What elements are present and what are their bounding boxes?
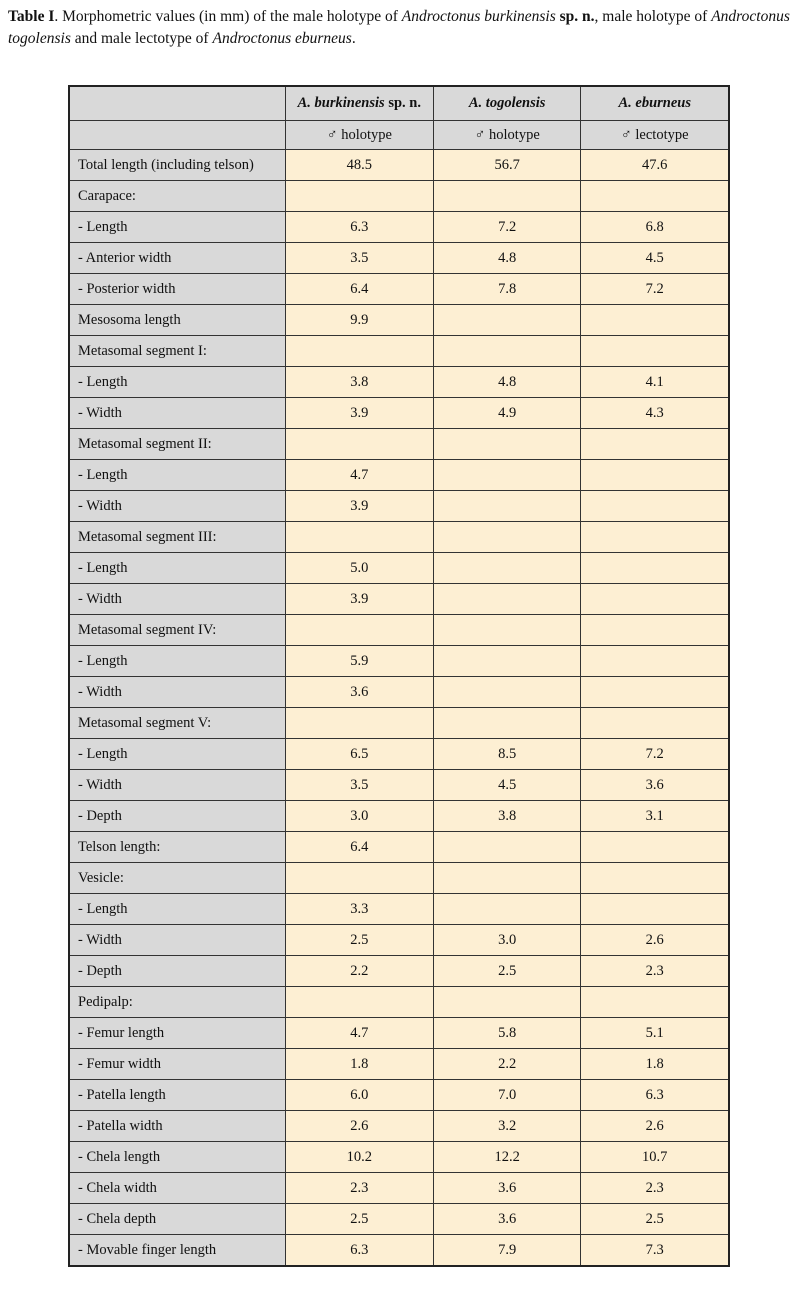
row-label: - Patella length <box>69 1080 285 1111</box>
table-row <box>69 1018 729 1049</box>
value-cell <box>433 336 581 367</box>
table-row <box>69 584 729 615</box>
value-cell <box>433 491 581 522</box>
caption-text-1: . Morphometric values (in mm) of the male holotype of <box>54 8 402 25</box>
value-cell <box>433 553 581 584</box>
row-label: - Femur width <box>69 1049 285 1080</box>
row-label: - Chela length <box>69 1142 285 1173</box>
morphometric-table <box>68 85 730 1267</box>
value-cell: 3.6 <box>433 1173 581 1204</box>
value-cell: 48.5 <box>285 150 433 181</box>
header-species-burkinensis: A. burkinensis sp. n. <box>285 86 433 121</box>
value-cell <box>285 336 433 367</box>
value-cell <box>581 181 729 212</box>
value-cell: 4.8 <box>433 367 581 398</box>
value-cell <box>581 305 729 336</box>
row-label: - Femur length <box>69 1018 285 1049</box>
value-cell: 5.0 <box>285 553 433 584</box>
value-cell <box>285 987 433 1018</box>
value-cell <box>433 615 581 646</box>
value-cell: 4.9 <box>433 398 581 429</box>
value-cell: 6.8 <box>581 212 729 243</box>
table-row <box>69 832 729 863</box>
value-cell <box>581 584 729 615</box>
value-cell <box>285 522 433 553</box>
table-row <box>69 1142 729 1173</box>
value-cell <box>433 429 581 460</box>
value-cell: 2.5 <box>285 925 433 956</box>
value-cell: 2.5 <box>433 956 581 987</box>
value-cell: 3.9 <box>285 398 433 429</box>
value-cell: 7.9 <box>433 1235 581 1267</box>
value-cell <box>433 987 581 1018</box>
value-cell: 3.6 <box>581 770 729 801</box>
value-cell: 2.5 <box>285 1204 433 1235</box>
table-row <box>69 398 729 429</box>
value-cell: 5.9 <box>285 646 433 677</box>
row-label: - Patella width <box>69 1111 285 1142</box>
table-row <box>69 243 729 274</box>
table-row <box>69 1235 729 1267</box>
table-row <box>69 708 729 739</box>
row-label: - Anterior width <box>69 243 285 274</box>
value-cell: 4.8 <box>433 243 581 274</box>
value-cell <box>581 646 729 677</box>
value-cell: 10.2 <box>285 1142 433 1173</box>
row-label: Telson length: <box>69 832 285 863</box>
value-cell <box>581 708 729 739</box>
table-row <box>69 925 729 956</box>
table-row <box>69 305 729 336</box>
value-cell: 2.3 <box>285 1173 433 1204</box>
value-cell: 2.2 <box>285 956 433 987</box>
value-cell: 6.3 <box>285 1235 433 1267</box>
value-cell: 3.6 <box>433 1204 581 1235</box>
value-cell <box>433 305 581 336</box>
value-cell: 6.4 <box>285 274 433 305</box>
value-cell <box>433 832 581 863</box>
table-row <box>69 367 729 398</box>
value-cell: 4.5 <box>581 243 729 274</box>
table-row <box>69 770 729 801</box>
header-species-eburneus: A. eburneus <box>581 86 729 121</box>
value-cell <box>581 677 729 708</box>
table-row <box>69 1204 729 1235</box>
value-cell: 8.5 <box>433 739 581 770</box>
value-cell <box>581 491 729 522</box>
value-cell: 4.3 <box>581 398 729 429</box>
header-type-togolensis: ♂ holotype <box>433 121 581 150</box>
value-cell: 1.8 <box>581 1049 729 1080</box>
header-type-eburneus: ♂ lectotype <box>581 121 729 150</box>
value-cell: 1.8 <box>285 1049 433 1080</box>
value-cell: 6.3 <box>581 1080 729 1111</box>
row-label: - Width <box>69 677 285 708</box>
value-cell <box>581 863 729 894</box>
value-cell <box>433 460 581 491</box>
row-label: - Width <box>69 770 285 801</box>
value-cell <box>433 646 581 677</box>
row-label: Metasomal segment III: <box>69 522 285 553</box>
value-cell: 6.3 <box>285 212 433 243</box>
row-label: - Length <box>69 212 285 243</box>
header-row-species <box>69 86 729 121</box>
value-cell <box>581 460 729 491</box>
value-cell <box>581 987 729 1018</box>
value-cell: 2.3 <box>581 1173 729 1204</box>
header-corner-cell-2 <box>69 121 285 150</box>
table-row <box>69 212 729 243</box>
value-cell: 3.5 <box>285 770 433 801</box>
table-row <box>69 553 729 584</box>
table-row <box>69 181 729 212</box>
value-cell <box>433 584 581 615</box>
value-cell <box>285 429 433 460</box>
row-label: - Length <box>69 367 285 398</box>
header-type-burkinensis: ♂ holotype <box>285 121 433 150</box>
row-label: - Length <box>69 739 285 770</box>
row-label: - Length <box>69 553 285 584</box>
table-row <box>69 863 729 894</box>
value-cell: 3.0 <box>433 925 581 956</box>
value-cell <box>285 863 433 894</box>
table-row <box>69 1111 729 1142</box>
value-cell <box>581 615 729 646</box>
row-label: - Length <box>69 460 285 491</box>
value-cell: 5.8 <box>433 1018 581 1049</box>
table-row <box>69 677 729 708</box>
row-label: Pedipalp: <box>69 987 285 1018</box>
row-label: Metasomal segment IV: <box>69 615 285 646</box>
value-cell: 12.2 <box>433 1142 581 1173</box>
caption-species-2: Androctonus togolensis <box>8 8 790 47</box>
value-cell <box>433 181 581 212</box>
row-label: - Posterior width <box>69 274 285 305</box>
caption-sp-n: sp. n. <box>559 8 595 25</box>
table-row <box>69 739 729 770</box>
row-label: - Width <box>69 584 285 615</box>
value-cell <box>581 553 729 584</box>
caption-text-3: and male lectotype of <box>70 30 213 47</box>
table-row <box>69 336 729 367</box>
value-cell: 7.3 <box>581 1235 729 1267</box>
value-cell: 2.6 <box>581 925 729 956</box>
caption-text-2: , male holotype of <box>594 8 712 25</box>
row-label: - Chela width <box>69 1173 285 1204</box>
row-label: - Depth <box>69 956 285 987</box>
value-cell: 7.2 <box>581 274 729 305</box>
caption-species-1: Androctonus burkinensis <box>401 8 556 25</box>
value-cell <box>433 894 581 925</box>
table-row <box>69 150 729 181</box>
value-cell: 2.5 <box>581 1204 729 1235</box>
table-row <box>69 1049 729 1080</box>
value-cell: 3.9 <box>285 584 433 615</box>
value-cell: 9.9 <box>285 305 433 336</box>
row-label: - Depth <box>69 801 285 832</box>
row-label: Metasomal segment V: <box>69 708 285 739</box>
table-caption <box>8 6 803 50</box>
value-cell: 5.1 <box>581 1018 729 1049</box>
value-cell <box>581 336 729 367</box>
row-label: Metasomal segment II: <box>69 429 285 460</box>
table-row <box>69 1080 729 1111</box>
value-cell: 4.5 <box>433 770 581 801</box>
value-cell <box>581 894 729 925</box>
value-cell: 3.8 <box>285 367 433 398</box>
table-row <box>69 491 729 522</box>
table-row <box>69 460 729 491</box>
row-label: - Width <box>69 925 285 956</box>
table-row <box>69 956 729 987</box>
value-cell <box>581 832 729 863</box>
value-cell: 6.0 <box>285 1080 433 1111</box>
table-row <box>69 522 729 553</box>
value-cell: 3.9 <box>285 491 433 522</box>
row-label: Total length (including telson) <box>69 150 285 181</box>
row-label: - Length <box>69 894 285 925</box>
value-cell <box>581 429 729 460</box>
value-cell: 4.7 <box>285 460 433 491</box>
value-cell: 3.5 <box>285 243 433 274</box>
value-cell <box>285 615 433 646</box>
value-cell <box>285 181 433 212</box>
caption-species-3: Androctonus eburneus <box>212 30 352 47</box>
row-label: - Width <box>69 398 285 429</box>
row-label: Vesicle: <box>69 863 285 894</box>
header-corner-cell <box>69 86 285 121</box>
table-row <box>69 429 729 460</box>
value-cell: 6.5 <box>285 739 433 770</box>
value-cell: 3.6 <box>285 677 433 708</box>
value-cell: 4.7 <box>285 1018 433 1049</box>
value-cell: 56.7 <box>433 150 581 181</box>
value-cell: 3.2 <box>433 1111 581 1142</box>
value-cell: 7.2 <box>581 739 729 770</box>
value-cell <box>433 522 581 553</box>
value-cell: 3.1 <box>581 801 729 832</box>
value-cell: 7.8 <box>433 274 581 305</box>
value-cell: 3.8 <box>433 801 581 832</box>
value-cell: 6.4 <box>285 832 433 863</box>
value-cell: 2.6 <box>581 1111 729 1142</box>
row-label: Mesosoma length <box>69 305 285 336</box>
value-cell <box>433 677 581 708</box>
value-cell: 2.2 <box>433 1049 581 1080</box>
row-label: Metasomal segment I: <box>69 336 285 367</box>
table-row <box>69 987 729 1018</box>
value-cell: 4.1 <box>581 367 729 398</box>
value-cell <box>285 708 433 739</box>
value-cell: 2.6 <box>285 1111 433 1142</box>
value-cell <box>433 708 581 739</box>
table-row <box>69 274 729 305</box>
row-label: - Chela depth <box>69 1204 285 1235</box>
value-cell: 7.0 <box>433 1080 581 1111</box>
value-cell: 2.3 <box>581 956 729 987</box>
table-row <box>69 801 729 832</box>
row-label: Carapace: <box>69 181 285 212</box>
caption-lead: Table I <box>8 8 55 25</box>
table-row <box>69 646 729 677</box>
row-label: - Width <box>69 491 285 522</box>
value-cell: 7.2 <box>433 212 581 243</box>
header-row-type <box>69 121 729 150</box>
caption-text-4: . <box>351 30 356 47</box>
header-species-togolensis: A. togolensis <box>433 86 581 121</box>
value-cell: 3.3 <box>285 894 433 925</box>
row-label: - Length <box>69 646 285 677</box>
value-cell <box>581 522 729 553</box>
table-row <box>69 615 729 646</box>
table-row <box>69 894 729 925</box>
value-cell: 3.0 <box>285 801 433 832</box>
table-row <box>69 1173 729 1204</box>
value-cell: 10.7 <box>581 1142 729 1173</box>
row-label: - Movable finger length <box>69 1235 285 1267</box>
value-cell <box>433 863 581 894</box>
value-cell: 47.6 <box>581 150 729 181</box>
